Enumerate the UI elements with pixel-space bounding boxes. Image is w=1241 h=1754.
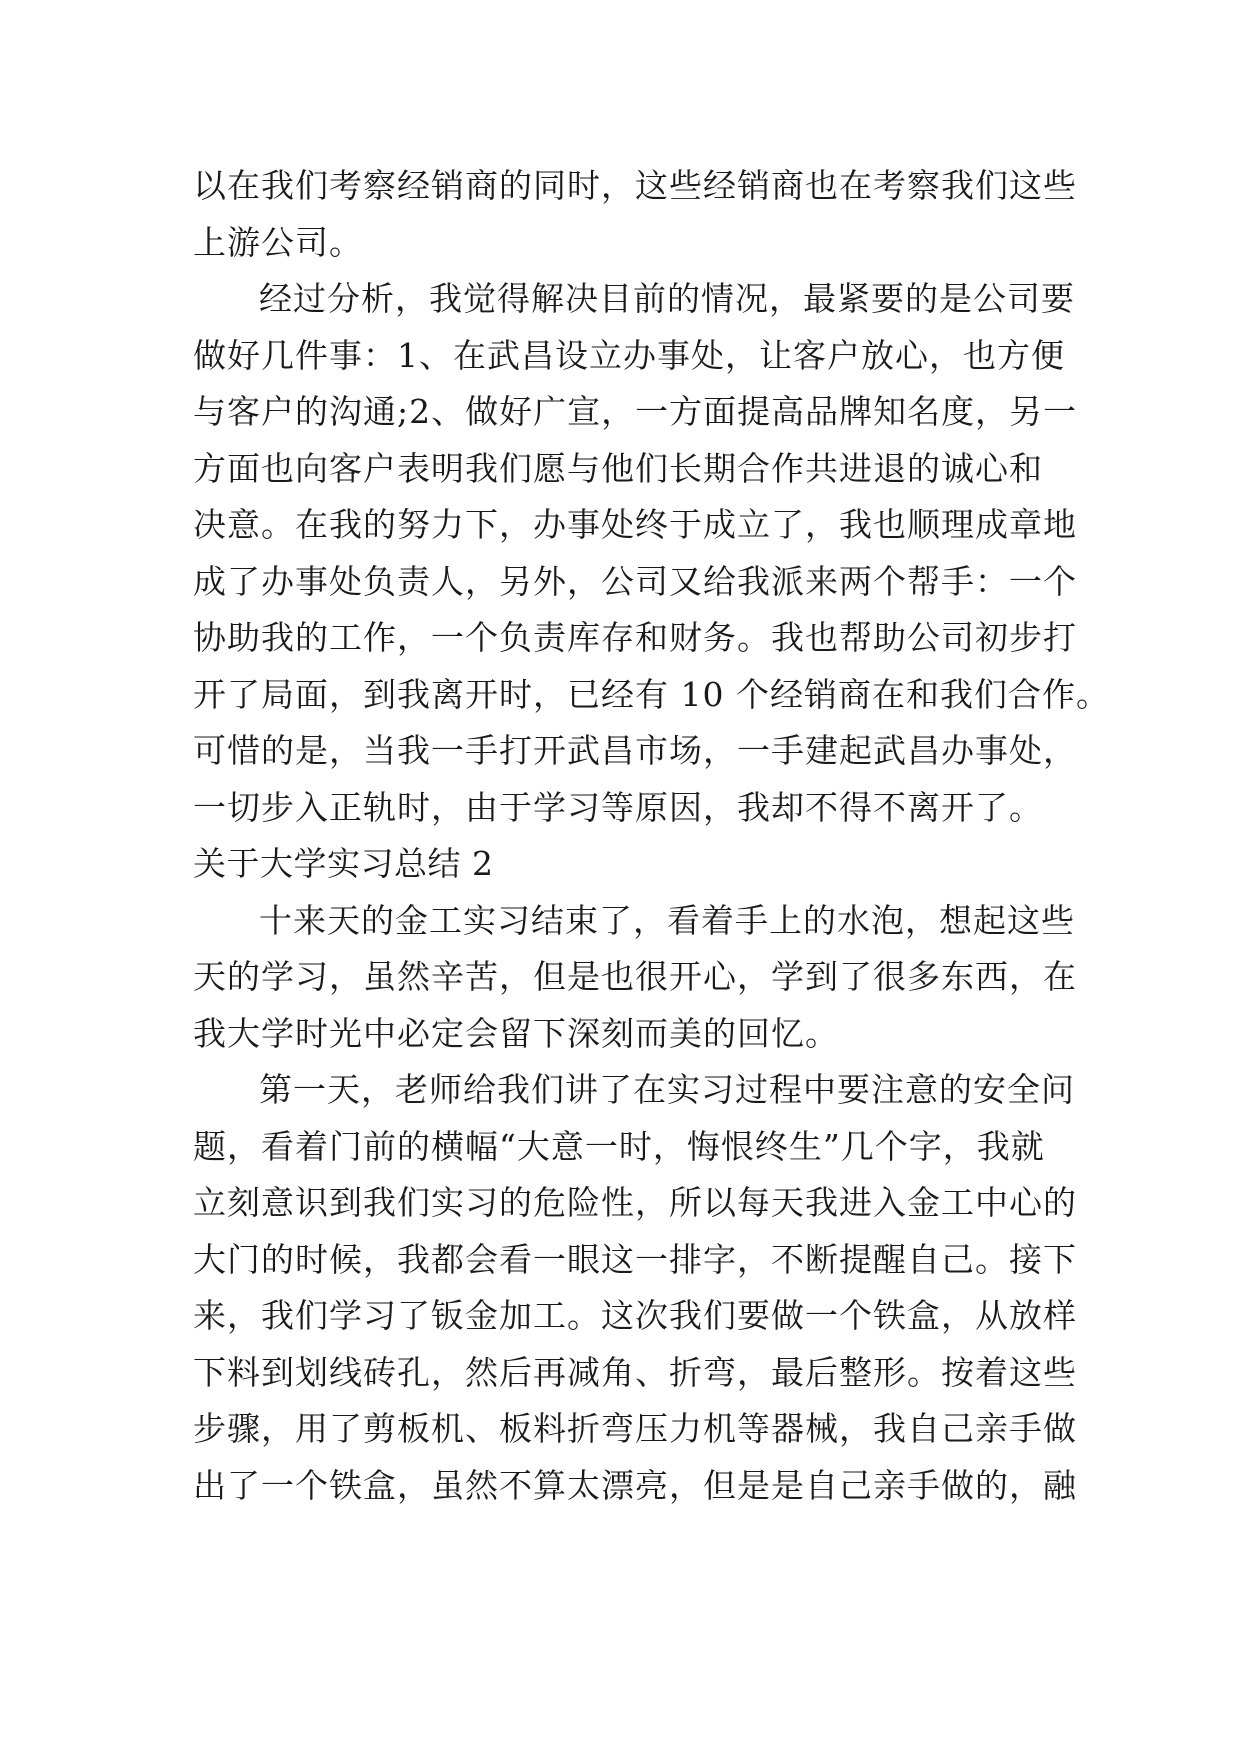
paragraph-intro: [193, 893, 1077, 1063]
text-line: 下料到划线砖孔，然后再减角、折弯，最后整形。按着这些: [193, 1352, 1077, 1392]
text-line: 决意。在我的努力下，办事处终于成立了，我也顺理成章地: [193, 505, 1077, 544]
text-line: 以在我们考察经销商的同时，这些经销商也在考察我们这些: [193, 166, 1077, 205]
paragraph-day-one: [193, 1062, 1077, 1514]
text-line: 开了局面，到我离开时，已经有 10 个经销商在和我们合作。: [193, 674, 1110, 714]
text-line: 我大学时光中必定会留下深刻而美的回忆。: [193, 1013, 839, 1053]
text-line: 来，我们学习了钣金加工。这次我们要做一个铁盒，从放样: [193, 1296, 1077, 1335]
text-line: 成了办事处负责人，另外，公司又给我派来两个帮手：一个: [193, 561, 1077, 601]
text-line: 方面也向客户表明我们愿与他们长期合作共进退的诚心和: [193, 448, 1043, 488]
text-line: 步骤，用了剪板机、板料折弯压力机等器械，我自己亲手做: [193, 1409, 1077, 1448]
text-line: 出了一个铁盒，虽然不算太漂亮，但是是自己亲手做的，融: [193, 1465, 1077, 1505]
paragraph-analysis: [193, 271, 1110, 836]
text-line: 与客户的沟通;2、做好广宣，一方面提高品牌知名度，另一: [193, 392, 1078, 431]
text-line: 上游公司。: [193, 222, 363, 262]
section-heading: 关于大学实习总结 2: [193, 844, 494, 883]
text-line: 做好几件事：1、在武昌设立办事处，让客户放心，也方便: [193, 335, 1065, 375]
text-line: 第一天，老师给我们讲了在实习过程中要注意的安全问: [259, 1070, 1075, 1109]
text-line: 协助我的工作，一个负责库存和财务。我也帮助公司初步打: [193, 618, 1077, 657]
text-line: 十来天的金工实习结束了，看着手上的水泡，想起这些: [259, 900, 1075, 940]
text-line: 可惜的是，当我一手打开武昌市场，一手建起武昌办事处，: [193, 731, 1077, 770]
paragraph-continued: [193, 158, 1077, 271]
document-body: [193, 158, 1110, 1514]
text-line: 题，看着门前的横幅“大意一时，悔恨终生”几个字，我就: [193, 1126, 1045, 1166]
text-line: 经过分析，我觉得解决目前的情况，最紧要的是公司要: [259, 279, 1075, 318]
text-line: 天的学习，虽然辛苦，但是也很开心，学到了很多东西，在: [193, 957, 1077, 996]
text-line: 一切步入正轨时，由于学习等原因，我却不得不离开了。: [193, 787, 1043, 827]
text-line: 大门的时候，我都会看一眼这一排字，不断提醒自己。接下: [193, 1239, 1077, 1279]
text-line: 立刻意识到我们实习的危险性，所以每天我进入金工中心的: [193, 1183, 1077, 1222]
